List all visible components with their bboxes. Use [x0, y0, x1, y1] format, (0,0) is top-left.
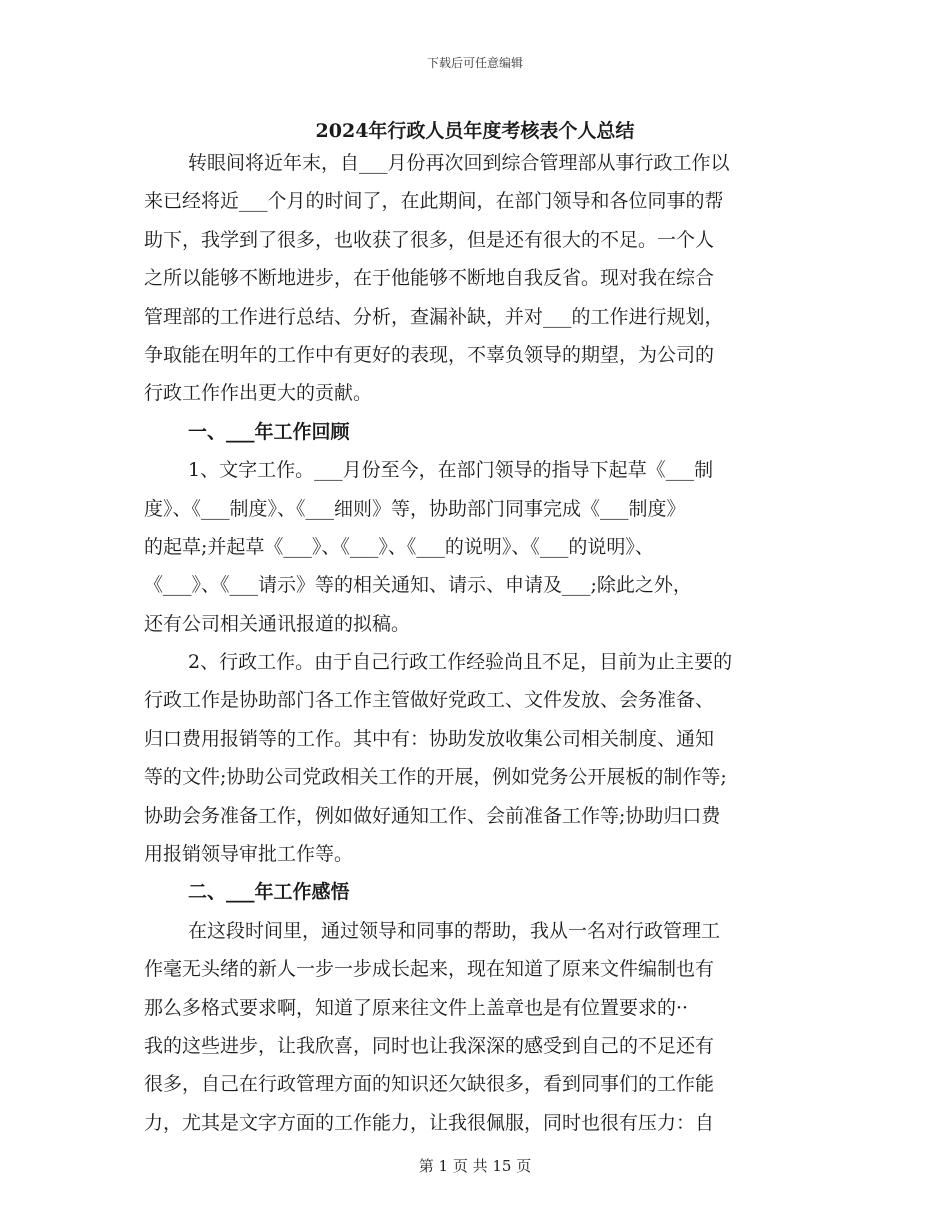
- page-footer: 第 1 页 共 15 页: [418, 1157, 532, 1175]
- text-line: 转眼间将近年末，自___月份再次回到综合管理部从事行政工作以: [188, 152, 730, 174]
- text-line: 作毫无头绪的新人一步一步成长起来，现在知道了原来文件编制也有: [144, 958, 715, 981]
- text-line: 在这段时间里，通过领导和同事的帮助，我从一名对行政管理工: [188, 919, 721, 942]
- text-line: 协助会务准备工作，例如做好通知工作、会前准备工作等;协助归口费: [144, 804, 721, 827]
- section-heading: 二、___年工作感悟: [188, 881, 350, 904]
- document-body: [144, 144, 809, 1142]
- text-line: 1、文字工作。___月份至今，在部门领导的指导下起草《___制: [188, 459, 714, 482]
- document-title: 2024年行政人员年度考核表个人总结: [315, 120, 635, 142]
- text-line: 力，尤其是文字方面的工作能力，让我很佩服，同时也很有压力：自: [144, 1111, 715, 1134]
- text-line: 来已经将近___个月的时间了，在此期间，在部门领导和各位同事的帮: [144, 190, 724, 213]
- text-line: 助下，我学到了很多，也收获了很多，但是还有很大的不足。一个人: [144, 228, 715, 251]
- text-line: 那么多格式要求啊，知道了原来往文件上盖章也是有位置要求的··: [144, 996, 689, 1019]
- text-line: 之所以能够不断地进步，在于他能够不断地自我反省。现对我在综合: [144, 267, 715, 290]
- text-line: 2、行政工作。由于自己行政工作经验尚且不足，目前为止主要的: [188, 651, 733, 674]
- text-line: 等的文件;协助公司党政相关工作的开展，例如党务公开展板的制作等;: [144, 766, 727, 789]
- text-line: 还有公司相关通讯报道的拟稿。: [144, 612, 411, 635]
- text-line: 度》、《___制度》、《___细则》等，协助部门同事完成《___制度》: [144, 497, 686, 520]
- text-line: 很多，自己在行政管理方面的知识还欠缺很多，看到同事们的工作能: [144, 1073, 715, 1096]
- text-line: 行政工作作出更大的贡献。: [144, 382, 373, 405]
- text-line: 行政工作是协助部门各工作主管做好党政工、文件发放、会务准备、: [144, 689, 715, 712]
- text-line: 《___》、《___请示》等的相关通知、请示、申请及___;除此之外，: [144, 574, 692, 597]
- text-line: 的起草;并起草《___》、《___》、《___的说明》、《___的说明》、: [144, 535, 654, 558]
- section-heading: 一、___年工作回顾: [188, 420, 350, 443]
- page-header: 下载后可任意编辑: [426, 56, 523, 70]
- text-line: 管理部的工作进行总结、分析，查漏补缺，并对___的工作进行规划，: [144, 305, 724, 328]
- text-line: 我的这些进步，让我欣喜，同时也让我深深的感受到自己的不足还有: [144, 1034, 715, 1057]
- text-line: 归口费用报销等的工作。其中有：协助发放收集公司相关制度、通知: [144, 727, 715, 750]
- text-line: 用报销领导审批工作等。: [144, 843, 354, 866]
- text-line: 争取能在明年的工作中有更好的表现，不辜负领导的期望，为公司的: [144, 343, 715, 366]
